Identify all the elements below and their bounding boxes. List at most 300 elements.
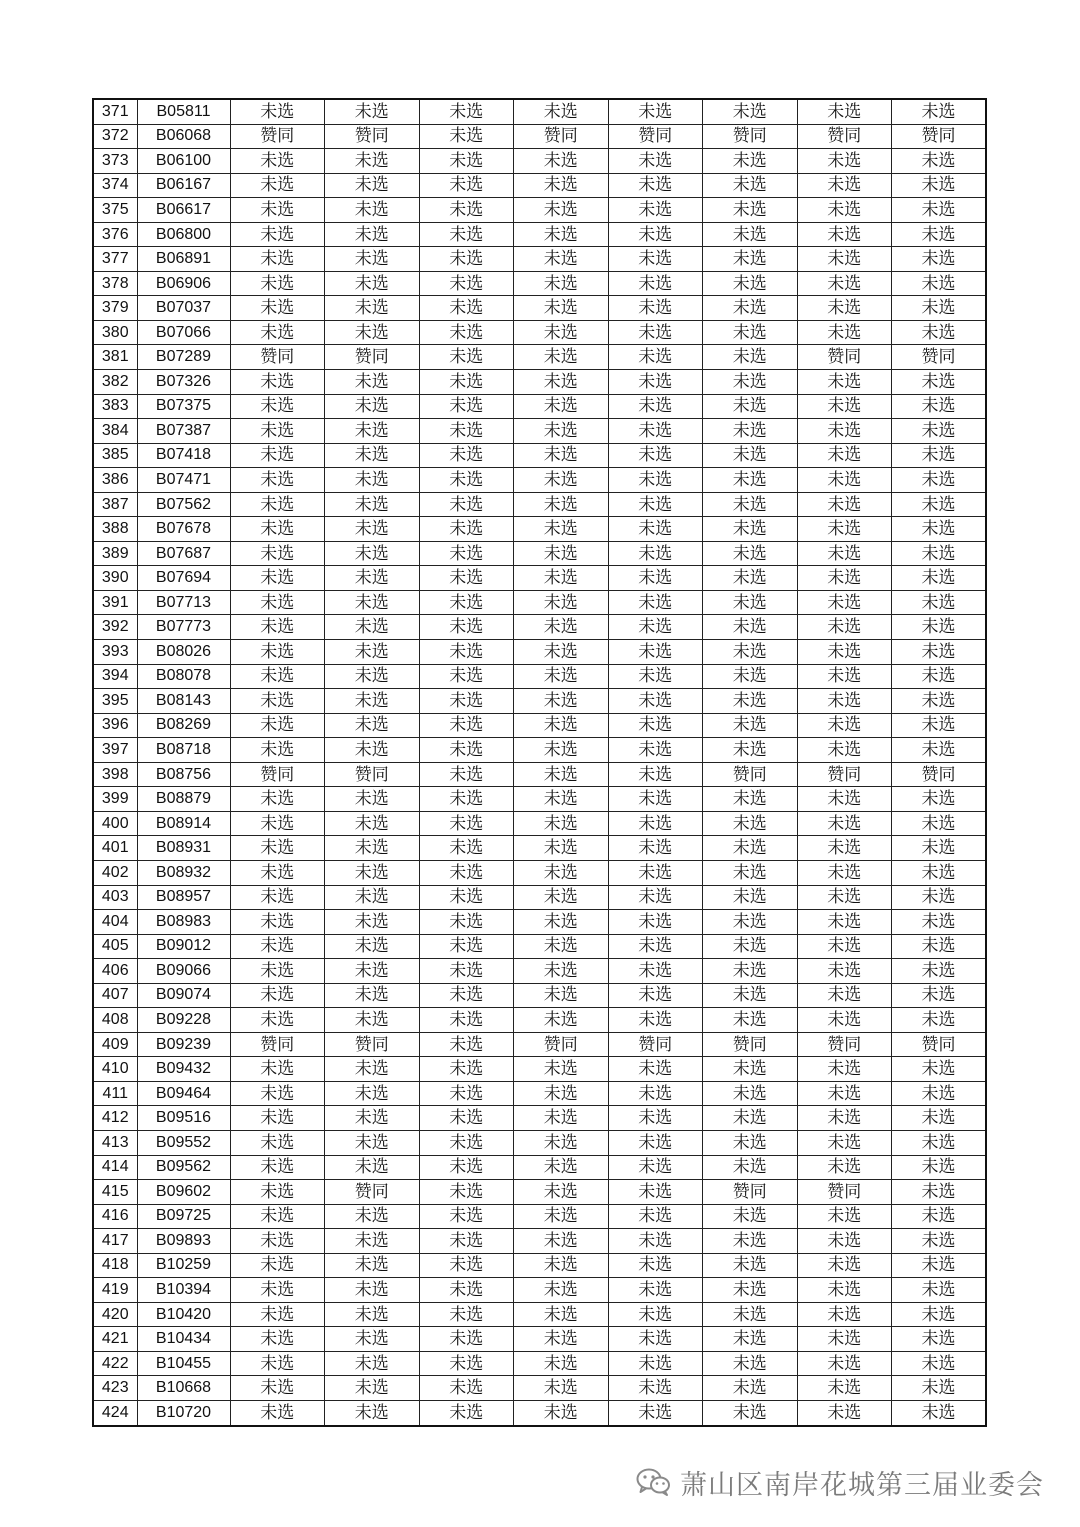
vote-cell: 未选 [892,99,987,124]
vote-cell: 未选 [892,590,987,615]
vote-cell: 赞同 [514,124,609,149]
vote-cell: 赞同 [703,124,798,149]
table-row [93,419,986,444]
vote-cell: 未选 [514,590,609,615]
vote-cell: 未选 [325,713,420,738]
unit-code-cell: B08143 [137,689,230,714]
vote-cell: 未选 [703,590,798,615]
vote-cell: 未选 [325,590,420,615]
row-number-cell: 415 [93,1180,137,1205]
vote-cell: 赞同 [230,762,325,787]
row-number-cell: 422 [93,1351,137,1376]
vote-cell: 未选 [325,1278,420,1303]
table-row [93,517,986,542]
table-row [93,222,986,247]
vote-cell: 赞同 [797,1032,892,1057]
vote-cell: 未选 [703,296,798,321]
vote-cell: 未选 [514,959,609,984]
vote-cell: 未选 [419,345,514,370]
table-row [93,836,986,861]
vote-cell: 未选 [514,247,609,272]
vote-cell: 未选 [230,443,325,468]
unit-code-cell: B09725 [137,1204,230,1229]
row-number-cell: 388 [93,517,137,542]
vote-cell: 未选 [419,959,514,984]
vote-cell: 未选 [325,394,420,419]
vote-cell: 未选 [419,173,514,198]
vote-cell: 未选 [703,713,798,738]
unit-code-cell: B09562 [137,1155,230,1180]
vote-cell: 未选 [703,1229,798,1254]
unit-code-cell: B10394 [137,1278,230,1303]
vote-cell: 未选 [419,541,514,566]
vote-cell: 未选 [703,247,798,272]
row-number-cell: 416 [93,1204,137,1229]
vote-cell: 未选 [797,1204,892,1229]
vote-cell: 未选 [608,1130,703,1155]
vote-cell: 未选 [892,1155,987,1180]
vote-results-body [93,99,986,1426]
table-row [93,615,986,640]
table-row [93,149,986,174]
row-number-cell: 390 [93,566,137,591]
vote-cell: 未选 [230,1376,325,1401]
vote-cell: 赞同 [797,762,892,787]
unit-code-cell: B07418 [137,443,230,468]
vote-cell: 未选 [230,1327,325,1352]
vote-cell: 未选 [892,1351,987,1376]
vote-cell: 未选 [703,1327,798,1352]
vote-cell: 未选 [608,394,703,419]
vote-cell: 未选 [325,738,420,763]
vote-cell: 赞同 [703,1180,798,1205]
vote-cell: 未选 [797,394,892,419]
vote-cell: 未选 [703,983,798,1008]
unit-code-cell: B08269 [137,713,230,738]
vote-cell: 未选 [608,443,703,468]
vote-cell: 未选 [892,370,987,395]
unit-code-cell: B08879 [137,787,230,812]
row-number-cell: 378 [93,271,137,296]
table-row [93,787,986,812]
vote-cell: 未选 [892,1057,987,1082]
vote-cell: 未选 [608,836,703,861]
table-row [93,1327,986,1352]
row-number-cell: 385 [93,443,137,468]
vote-cell: 未选 [892,173,987,198]
unit-code-cell: B07326 [137,370,230,395]
vote-cell: 未选 [514,1155,609,1180]
vote-cell: 未选 [419,1327,514,1352]
vote-cell: 赞同 [892,1032,987,1057]
vote-cell: 未选 [703,738,798,763]
vote-cell: 未选 [325,222,420,247]
vote-cell: 未选 [703,836,798,861]
vote-cell: 未选 [797,1400,892,1425]
vote-cell: 未选 [797,959,892,984]
vote-cell: 未选 [325,419,420,444]
vote-cell: 未选 [797,664,892,689]
unit-code-cell: B08718 [137,738,230,763]
vote-cell: 未选 [325,492,420,517]
unit-code-cell: B07066 [137,320,230,345]
row-number-cell: 411 [93,1081,137,1106]
vote-cell: 未选 [608,910,703,935]
vote-cell: 未选 [797,320,892,345]
table-row [93,1130,986,1155]
vote-cell: 未选 [608,541,703,566]
vote-cell: 未选 [419,738,514,763]
vote-cell: 未选 [514,271,609,296]
vote-cell: 未选 [703,99,798,124]
vote-cell: 未选 [514,492,609,517]
vote-cell: 未选 [325,517,420,542]
vote-cell: 未选 [325,1400,420,1425]
account-watermark [636,1462,1044,1502]
unit-code-cell: B07687 [137,541,230,566]
vote-cell: 未选 [514,1057,609,1082]
vote-cell: 未选 [325,1130,420,1155]
vote-cell: 未选 [325,320,420,345]
vote-cell: 未选 [514,541,609,566]
vote-cell: 赞同 [325,1180,420,1205]
vote-cell: 未选 [892,885,987,910]
vote-cell: 未选 [608,1376,703,1401]
wechat-icon [636,1467,672,1497]
vote-cell: 未选 [514,173,609,198]
vote-cell: 未选 [703,1057,798,1082]
vote-cell: 未选 [419,1376,514,1401]
vote-cell: 未选 [325,910,420,935]
vote-cell: 未选 [797,689,892,714]
row-number-cell: 396 [93,713,137,738]
vote-cell: 未选 [230,1057,325,1082]
vote-cell: 未选 [419,198,514,223]
vote-cell: 未选 [703,320,798,345]
unit-code-cell: B09239 [137,1032,230,1057]
vote-cell: 未选 [703,566,798,591]
unit-code-cell: B10455 [137,1351,230,1376]
vote-cell: 未选 [325,1057,420,1082]
vote-cell: 赞同 [892,345,987,370]
vote-cell: 未选 [325,1081,420,1106]
vote-cell: 未选 [514,198,609,223]
vote-cell: 未选 [230,1351,325,1376]
vote-cell: 未选 [230,959,325,984]
vote-cell: 未选 [608,1204,703,1229]
unit-code-cell: B06617 [137,198,230,223]
vote-cell: 未选 [514,1229,609,1254]
row-number-cell: 376 [93,222,137,247]
vote-cell: 未选 [419,1253,514,1278]
vote-cell: 未选 [892,664,987,689]
vote-cell: 未选 [419,762,514,787]
vote-cell: 未选 [608,713,703,738]
vote-cell: 未选 [608,762,703,787]
unit-code-cell: B07471 [137,468,230,493]
vote-cell: 未选 [230,787,325,812]
vote-cell: 未选 [514,517,609,542]
vote-cell: 未选 [892,836,987,861]
row-number-cell: 386 [93,468,137,493]
vote-cell: 未选 [608,811,703,836]
row-number-cell: 421 [93,1327,137,1352]
vote-cell: 未选 [608,1351,703,1376]
row-number-cell: 387 [93,492,137,517]
table-row [93,296,986,321]
vote-cell: 未选 [230,860,325,885]
vote-cell: 未选 [892,615,987,640]
vote-cell: 未选 [892,394,987,419]
table-row [93,1180,986,1205]
row-number-cell: 400 [93,811,137,836]
table-row [93,762,986,787]
vote-cell: 未选 [608,787,703,812]
vote-cell: 未选 [325,566,420,591]
vote-cell: 未选 [608,664,703,689]
vote-cell: 未选 [703,860,798,885]
vote-cell: 未选 [892,1278,987,1303]
vote-cell: 未选 [325,1155,420,1180]
vote-cell: 未选 [703,1253,798,1278]
row-number-cell: 384 [93,419,137,444]
vote-cell: 未选 [514,1106,609,1131]
vote-cell: 未选 [514,713,609,738]
table-row [93,320,986,345]
unit-code-cell: B07678 [137,517,230,542]
vote-cell: 未选 [514,885,609,910]
vote-cell: 未选 [325,1327,420,1352]
table-row [93,541,986,566]
table-row [93,1057,986,1082]
vote-cell: 未选 [797,419,892,444]
vote-cell: 未选 [797,1106,892,1131]
vote-cell: 未选 [608,1081,703,1106]
vote-cell: 未选 [325,149,420,174]
vote-cell: 未选 [230,99,325,124]
vote-cell: 未选 [325,173,420,198]
vote-cell: 未选 [325,443,420,468]
vote-cell: 未选 [325,1253,420,1278]
row-number-cell: 382 [93,370,137,395]
vote-cell: 未选 [419,664,514,689]
vote-cell: 未选 [230,149,325,174]
vote-cell: 未选 [703,1081,798,1106]
table-row [93,1376,986,1401]
vote-cell: 未选 [892,149,987,174]
unit-code-cell: B06906 [137,271,230,296]
row-number-cell: 402 [93,860,137,885]
unit-code-cell: B09516 [137,1106,230,1131]
table-row [93,1229,986,1254]
unit-code-cell: B09552 [137,1130,230,1155]
vote-cell: 未选 [514,419,609,444]
vote-cell: 未选 [703,959,798,984]
vote-cell: 未选 [608,566,703,591]
vote-cell: 未选 [892,1302,987,1327]
vote-cell: 未选 [230,198,325,223]
vote-cell: 未选 [703,345,798,370]
vote-cell: 未选 [892,934,987,959]
vote-cell: 未选 [797,885,892,910]
vote-cell: 赞同 [325,762,420,787]
unit-code-cell: B09074 [137,983,230,1008]
vote-cell: 未选 [419,689,514,714]
unit-code-cell: B08931 [137,836,230,861]
vote-cell: 赞同 [797,345,892,370]
row-number-cell: 409 [93,1032,137,1057]
row-number-cell: 379 [93,296,137,321]
vote-cell: 未选 [419,811,514,836]
vote-cell: 未选 [703,910,798,935]
vote-cell: 未选 [797,860,892,885]
table-row [93,811,986,836]
vote-cell: 未选 [608,885,703,910]
vote-cell: 未选 [230,615,325,640]
vote-cell: 未选 [797,1327,892,1352]
vote-cell: 未选 [325,615,420,640]
vote-cell: 未选 [797,222,892,247]
table-row [93,885,986,910]
vote-cell: 未选 [514,934,609,959]
vote-cell: 未选 [325,934,420,959]
vote-cell: 未选 [325,959,420,984]
vote-cell: 未选 [325,836,420,861]
vote-cell: 未选 [703,1302,798,1327]
table-row [93,689,986,714]
vote-cell: 未选 [892,296,987,321]
vote-cell: 未选 [325,664,420,689]
unit-code-cell: B09893 [137,1229,230,1254]
vote-cell: 未选 [325,99,420,124]
vote-cell: 未选 [608,860,703,885]
unit-code-cell: B06800 [137,222,230,247]
vote-cell: 未选 [892,738,987,763]
vote-cell: 未选 [419,1008,514,1033]
vote-cell: 未选 [892,640,987,665]
vote-cell: 未选 [892,689,987,714]
vote-cell: 未选 [892,198,987,223]
vote-cell: 未选 [230,370,325,395]
vote-cell: 未选 [230,1106,325,1131]
row-number-cell: 406 [93,959,137,984]
unit-code-cell: B07713 [137,590,230,615]
vote-cell: 未选 [703,640,798,665]
table-row [93,664,986,689]
vote-cell: 未选 [797,640,892,665]
vote-cell: 未选 [797,934,892,959]
vote-cell: 未选 [892,1376,987,1401]
vote-cell: 未选 [892,860,987,885]
vote-cell: 未选 [608,149,703,174]
row-number-cell: 419 [93,1278,137,1303]
vote-cell: 未选 [419,1400,514,1425]
vote-cell: 未选 [608,983,703,1008]
vote-cell: 未选 [419,1204,514,1229]
vote-cell: 未选 [419,271,514,296]
vote-cell: 未选 [608,1008,703,1033]
vote-cell: 未选 [797,492,892,517]
table-row [93,1400,986,1425]
vote-cell: 未选 [230,296,325,321]
vote-cell: 未选 [514,443,609,468]
vote-cell: 赞同 [797,124,892,149]
table-row [93,860,986,885]
vote-cell: 未选 [608,934,703,959]
table-row [93,173,986,198]
table-row [93,713,986,738]
vote-cell: 未选 [703,517,798,542]
row-number-cell: 391 [93,590,137,615]
vote-cell: 未选 [514,1327,609,1352]
row-number-cell: 397 [93,738,137,763]
vote-cell: 未选 [419,419,514,444]
table-row [93,394,986,419]
vote-cell: 未选 [514,787,609,812]
vote-cell: 未选 [325,1302,420,1327]
row-number-cell: 424 [93,1400,137,1425]
table-row [93,1155,986,1180]
vote-cell: 未选 [230,222,325,247]
table-row [93,492,986,517]
unit-code-cell: B08756 [137,762,230,787]
row-number-cell: 401 [93,836,137,861]
vote-cell: 未选 [703,664,798,689]
vote-cell: 未选 [608,370,703,395]
vote-cell: 未选 [608,1278,703,1303]
vote-cell: 未选 [230,738,325,763]
vote-cell: 未选 [419,1155,514,1180]
vote-cell: 未选 [608,468,703,493]
row-number-cell: 377 [93,247,137,272]
vote-cell: 未选 [892,1327,987,1352]
unit-code-cell: B07289 [137,345,230,370]
vote-cell: 未选 [230,1081,325,1106]
vote-cell: 未选 [514,1400,609,1425]
unit-code-cell: B08932 [137,860,230,885]
table-row [93,1253,986,1278]
vote-cell: 未选 [419,1081,514,1106]
table-row [93,959,986,984]
unit-code-cell: B09602 [137,1180,230,1205]
vote-cell: 未选 [419,1351,514,1376]
vote-cell: 未选 [230,713,325,738]
row-number-cell: 405 [93,934,137,959]
vote-cell: 未选 [703,1278,798,1303]
vote-cell: 未选 [514,468,609,493]
vote-cell: 未选 [703,1155,798,1180]
row-number-cell: 417 [93,1229,137,1254]
vote-cell: 未选 [703,1130,798,1155]
vote-cell: 未选 [419,394,514,419]
vote-cell: 未选 [325,247,420,272]
vote-cell: 未选 [703,419,798,444]
unit-code-cell: B06068 [137,124,230,149]
vote-cell: 未选 [892,1400,987,1425]
table-row [93,1008,986,1033]
vote-cell: 未选 [230,1278,325,1303]
vote-cell: 未选 [797,173,892,198]
vote-cell: 未选 [797,198,892,223]
vote-cell: 未选 [419,296,514,321]
row-number-cell: 380 [93,320,137,345]
vote-cell: 未选 [230,394,325,419]
vote-cell: 未选 [797,590,892,615]
vote-cell: 未选 [230,1130,325,1155]
row-number-cell: 407 [93,983,137,1008]
vote-cell: 未选 [608,271,703,296]
table-row [93,1106,986,1131]
